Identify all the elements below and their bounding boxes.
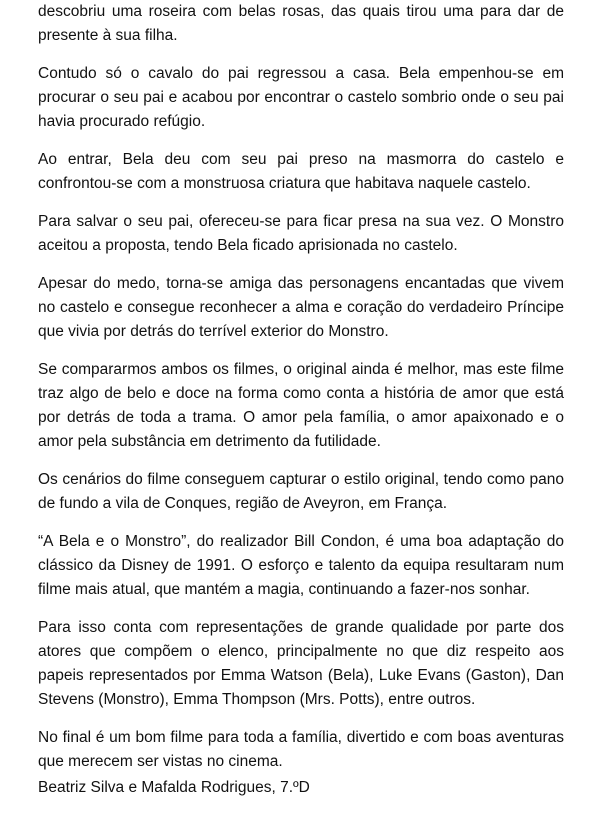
paragraph-father-prisoner: Ao entrar, Bela deu com seu pai preso na masmorra do castelo e confrontou-se com a monstruosa criatura que habitava naquele castelo. — [38, 151, 564, 192]
paragraph-enchanted-friends: Apesar do medo, torna-se amiga das personagens encantadas que vivem no castelo e consegue reconhecer a alma e coração do verdadeiro Príncipe que vivia por detrás do terrível exterior do Monstro. — [38, 275, 564, 340]
paragraph-film-comparison: Se compararmos ambos os filmes, o original ainda é melhor, mas este filme traz algo de belo e doce na forma como conta a história de amor que está por detrás de toda a trama. O amor pela família, o amor apaixonado e o amor pela substância em detrimento da futilidade. — [38, 361, 564, 450]
author-signature: Beatriz Silva e Mafalda Rodrigues, 7.ºD — [38, 779, 310, 796]
paragraph-adaptation: “A Bela e o Monstro”, do realizador Bill Condon, é uma boa adaptação do clássico da Disney de 1991. O esforço e talento da equipa resultaram num filme mais atual, que mantém a magia, continuando a fazer-nos sonhar. — [38, 533, 564, 598]
paragraph-rose-gift: descobriu uma roseira com belas rosas, das quais tirou uma para dar de presente à sua filha. — [38, 3, 564, 44]
paragraph-cast: Para isso conta com representações de grande qualidade por parte dos atores que compõem o elenco, principalmente no que diz respeito aos papeis representados por Emma Watson (Bela), Luke Evans (Gaston), Dan Stevens (Monstro), Emma Thompson (Mrs. Potts), entre outros. — [38, 619, 564, 708]
paragraph-horse-returns: Contudo só o cavalo do pai regressou a casa. Bela empenhou-se em procurar o seu pai e acabou por encontrar o castelo sombrio onde o seu pai havia procurado refúgio. — [38, 65, 564, 130]
document-body — [38, 0, 564, 788]
paragraph-bela-captive: Para salvar o seu pai, ofereceu-se para ficar presa na sua vez. O Monstro aceitou a proposta, tendo Bela ficado aprisionada no castelo. — [38, 213, 564, 254]
paragraph-conclusion: No final é um bom filme para toda a família, divertido e com boas aventuras que merecem ser vistas no cinema. — [38, 729, 564, 770]
paragraph-scenery: Os cenários do filme conseguem capturar o estilo original, tendo como pano de fundo a vila de Conques, região de Aveyron, em França. — [38, 471, 564, 512]
